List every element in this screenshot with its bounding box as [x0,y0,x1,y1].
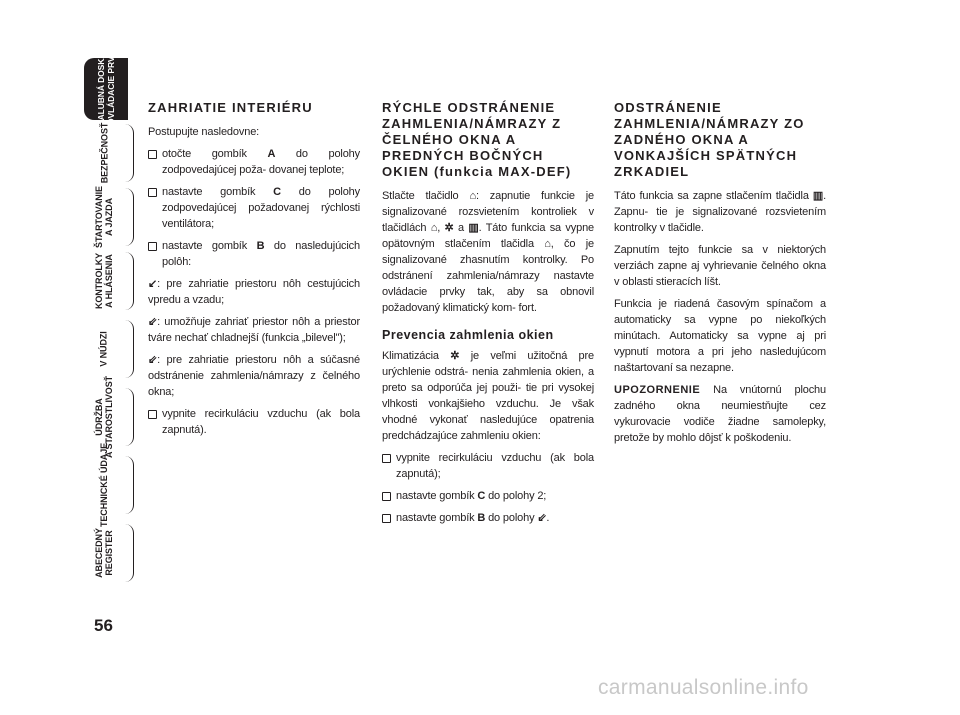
paragraph [382,188,594,316]
paragraph [148,276,360,308]
text: nastavte gombík [162,186,274,198]
column-max-def [382,100,594,532]
rear-window-defrost-icon: ▥ [468,222,479,234]
column-rear-defrost [614,100,826,452]
tab-emergency[interactable] [80,320,128,378]
paragraph [614,188,826,236]
tab-safety[interactable] [80,124,128,182]
text: je veľmi užitočná pre urýchlenie odstrá- nenia zahmlenia okien, a preto sa odporúča jej použi- tie pri vysokej vlhkosti vonkajšieho vzduchu. Je však vhodné vykonať nasledujúce opatrenia predchádzajúce zahmleniu okien: [382,350,594,442]
list-item: vypnite recirkuláciu vzduchu (ak bola zapnutá). [148,406,360,438]
text: a [453,222,469,234]
text: Táto funkcia sa zapne stlačením tlačidla [614,190,813,202]
watermark: carmanualsonline.info [598,676,809,699]
text: Na vnútornú plochu zadného okna neumiestňujte cez vykurovacie vodiče žiadne samolepky, pretože by mohlo dôjsť k poškodeniu. [614,384,826,444]
text: Stlačte tlačidlo [382,190,470,202]
text: Klimatizácia [382,350,451,362]
text: do polohy [485,512,538,524]
text: . Zapnu- tie je signalizované rozsvietením kontrolky v tlačidle. [614,190,826,234]
paragraph [148,352,360,400]
column-interior-heating [148,100,360,444]
tab-label: BEZPEČNOSŤ [99,122,110,184]
knob-key: B [256,240,265,252]
tab-label: PALUBNÁ DOSKA A OVLÁDACIE PRVKY [96,44,117,134]
list-item [382,488,594,504]
text: . Táto funkcia sa vypne opätovným stlačením tlačidla [382,222,595,250]
windscreen-defrost-icon: ⌂ [469,190,476,202]
chapter-tabs [80,44,134,598]
text: . [546,512,550,524]
text: nastavte gombík [162,240,257,252]
text: do polohy 2; [485,490,547,502]
section-title: RÝCHLE ODSTRÁNENIE ZAHMLENIA/NÁMRAZY Z ČELNÉHO OKNA A PREDNÝCH BOČNÝCH OKIEN (funkcia MAX-DEF) [382,100,572,179]
tab-label: ABECEDNÝ REGISTER [94,528,114,578]
text: : pre zahriatie priestoru nôh cestujúcich vpredu a vzadu; [148,278,360,306]
knob-key: B [477,512,486,524]
tab-warning-lights[interactable] [80,252,128,310]
paragraph [382,348,594,444]
windscreen-defrost-icon: ⌂ [544,238,551,250]
text: do polohy zodpovedajúcej požadovanej rýchlosti ventilátora; [162,186,360,230]
warning-paragraph [614,382,826,446]
list-item [148,238,360,270]
knob-key: C [477,490,486,502]
text: : pre zahriatie priestoru nôh a súčasné odstránenie zahmlenia/námrazy z čelného okna; [148,354,360,398]
rear-window-defrost-icon: ▥ [812,190,824,202]
text: do nasledujúcich polôh: [162,240,360,268]
airflow-feet-windscreen-icon: ⇙ [148,354,158,366]
section-title: ODSTRÁNENIE ZAHMLENIA/NÁMRAZY ZO ZADNÉHO OKNA A VONKAJŠÍCH SPÄTNÝCH ZRKADIEL [614,100,805,179]
windscreen-defrost-icon: ⌂ [430,222,438,234]
intro-text: Postupujte nasledovne: [148,126,260,138]
text: , čo je signalizované zhasnutím kontrolky. Po odstránení zahmlenia/námrazy nastavte ovládacie prvky tak, aby sa obnovil požadovaný klimatický kom- fort. [382,238,594,314]
snowflake-icon: ✲ [444,222,454,234]
page-number: 56 [94,616,113,635]
tab-label: ŠTARTOVANIE A JAZDA [94,186,114,248]
text: nastavte gombík [396,512,478,524]
airflow-feet-windscreen-icon: ⇙ [537,512,547,524]
tab-label: V NÚDZI [99,331,109,367]
tab-label: KONTROLKY A HLÁSENIA [94,252,115,310]
list-item: vypnite recirkuláciu vzduchu (ak bola zapnutá); [382,450,594,482]
tab-dashboard-controls[interactable] [84,44,128,134]
section-title: ZAHRIATIE INTERIÉRU [148,100,313,115]
text: nastavte gombík [396,490,478,502]
subsection-title: Prevencia zahmlenia okien [382,328,554,342]
text: : umožňuje zahriať priestor nôh a priestor tváre nechať chladnejší (funkcia „bilevel"); [148,316,360,344]
tab-label: ÚDRŽBA A STAROSTLIVOSŤ [94,375,115,459]
knob-key: A [267,148,276,160]
text: , [437,222,445,234]
text: otočte gombík [162,148,268,160]
tab-technical-data[interactable] [80,442,128,528]
list-item [148,146,360,178]
paragraph [148,314,360,346]
paragraph: Zapnutím tejto funkcie sa v niektorých verziách zapne aj vyhrievanie čelného okna v oblasti stieracích líšt. [614,244,826,288]
text: do polohy zodpovedajúcej poža- dovanej teplote; [162,148,360,176]
snowflake-icon: ✲ [450,350,460,362]
list-item [382,510,594,526]
knob-key: C [273,186,281,198]
tab-maintenance[interactable] [80,375,128,459]
tab-index[interactable] [80,524,128,582]
tab-starting-driving[interactable] [80,188,128,246]
list-item [148,184,360,232]
airflow-feet-icon: ↙ [148,278,158,290]
airflow-bilevel-icon: ⇙ [148,316,158,328]
text: : zapnutie funkcie je signalizované rozsvietením kontroliek v tlačidlách [382,190,595,234]
paragraph: Funkcia je riadená časovým spínačom a automaticky sa vypne po niekoľkých minútach. Automaticky sa vypne aj pri vypnutí motora a pri jeho nasledujúcom naštartovaní sa nezapne. [614,298,826,374]
tab-label: TECHNICKÉ ÚDAJE [99,442,110,528]
warning-label: UPOZORNENIE [614,384,701,396]
